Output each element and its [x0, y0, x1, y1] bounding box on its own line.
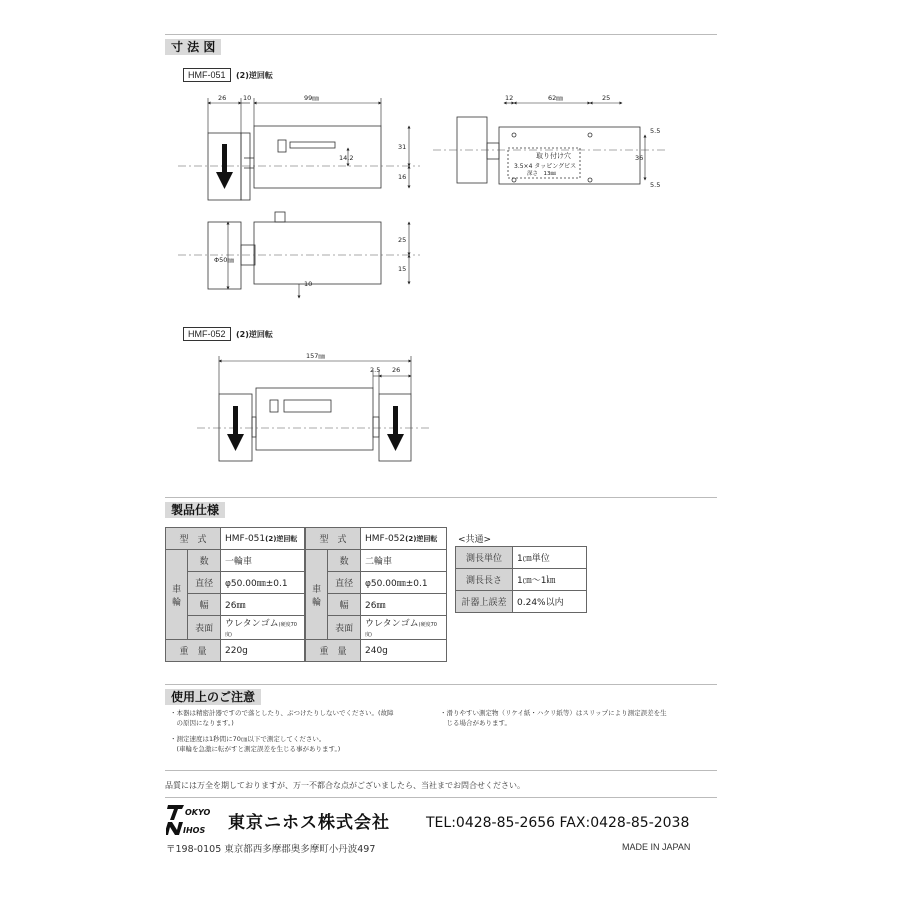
footer-rule	[165, 770, 717, 771]
drawing-hmf052	[0, 340, 900, 470]
row-label: 直径	[328, 572, 361, 594]
type-value: HMF-051(2)逆回転	[221, 528, 305, 550]
dim-label: 16	[398, 173, 407, 181]
caution-line: じる場合があります。	[440, 719, 511, 727]
section-spec-header	[165, 499, 225, 515]
row-label: 数	[328, 550, 361, 572]
row-label: 直径	[188, 572, 221, 594]
row-value: ウレタンゴム(硬度70度)	[361, 616, 447, 640]
dim-label: 15	[398, 265, 407, 273]
weight-value: 240g	[361, 640, 447, 662]
contact-tel-fax: TEL:0428-85-2656 FAX:0428-85-2038	[426, 815, 690, 831]
dim-label: 157㎜	[306, 352, 325, 360]
model-suffix: (2)逆回転	[236, 330, 273, 339]
caution-line: ・測定速度は1秒間に70㎝以下で測定してください。	[170, 735, 326, 743]
logo-text-bottom: IHOS	[183, 826, 206, 835]
row-label: 幅	[188, 594, 221, 616]
body-outline	[254, 126, 381, 188]
hole-title: 取り付け穴	[536, 152, 571, 160]
row-label: 表面	[328, 616, 361, 640]
dim-label: 5.5	[650, 127, 661, 135]
caution-notes-right	[440, 708, 667, 728]
type-label: 型 式	[306, 528, 361, 550]
company-logo	[166, 803, 222, 837]
row-value: 一輪車	[221, 550, 305, 572]
common-row-value: 0.24%以内	[513, 591, 587, 613]
row-value: 26㎜	[361, 594, 447, 616]
model-label-hmf051: HMF-051	[183, 68, 231, 82]
hole-depth: 深さ 13㎜	[527, 171, 556, 177]
section-caution-header	[165, 686, 261, 702]
dim-label: 14.2	[339, 154, 354, 162]
caution-line: ・滑りやすい測定物（リケイ紙・ハクリ紙等）はスリップにより測定誤差を生	[440, 709, 667, 717]
dim-label: 10	[243, 94, 252, 102]
company-address: 〒198-0105 東京都西多摩郡奥多摩町小丹波497	[166, 844, 376, 855]
row-value: 二輪車	[361, 550, 447, 572]
dim-label: 99㎜	[304, 94, 319, 102]
section-title: 使用上のご注意	[165, 689, 261, 705]
dim-label: 36	[635, 154, 644, 162]
row-label: 数	[188, 550, 221, 572]
hole-spec: 3.5×4 タッピングビス	[514, 163, 577, 170]
dim-label: 31	[398, 143, 407, 151]
model-suffix: (2)逆回転	[236, 71, 273, 80]
common-row-label: 測長長さ	[456, 569, 513, 591]
dim-label: 26	[218, 94, 227, 102]
dim-label: 62㎜	[548, 94, 563, 102]
common-row-value: 1㎝～1㎞	[513, 569, 587, 591]
dim-label: 2.5	[370, 366, 381, 374]
type-label: 型 式	[166, 528, 221, 550]
group-label: 車輪	[166, 550, 188, 640]
row-value: φ50.00㎜±0.1	[221, 572, 305, 594]
row-value: 26㎜	[221, 594, 305, 616]
footer-rule	[165, 797, 717, 798]
weight-label: 重 量	[306, 640, 361, 662]
model-label-hmf052: HMF-052	[183, 327, 231, 341]
dim-label: Φ50㎜	[214, 256, 234, 264]
spec-table-common	[455, 546, 587, 613]
dim-label: 5.5	[650, 181, 661, 189]
row-label: 幅	[328, 594, 361, 616]
row-label: 表面	[188, 616, 221, 640]
weight-label: 重 量	[166, 640, 221, 662]
quality-notice: 品質には万全を期しておりますが、万一不都合な点がございましたら、当社までお問合せください。	[165, 781, 525, 790]
type-value: HMF-052(2)逆回転	[361, 528, 447, 550]
dim-label: 26	[392, 366, 401, 374]
section-title: 寸 法 図	[165, 39, 221, 55]
caution-line: ・本器は精密計器ですので落としたり、ぶつけたりしないでください。(故障	[170, 709, 394, 717]
made-in-label: MADE IN JAPAN	[622, 842, 691, 852]
common-row-label: 測長単位	[456, 547, 513, 569]
common-row-label: 計器上誤差	[456, 591, 513, 613]
spec-table-hmf052	[305, 527, 447, 662]
caution-line: の原因になります。)	[170, 719, 234, 727]
caution-line: (車輪を急激に転がすと測定誤差を生じる事があります。)	[170, 745, 341, 753]
row-value: φ50.00㎜±0.1	[361, 572, 447, 594]
section-title: 製品仕様	[165, 502, 225, 518]
dim-label: 10	[304, 280, 313, 288]
dim-label: 25	[398, 236, 407, 244]
row-value: ウレタンゴム(硬度70度)	[221, 616, 305, 640]
common-label: <共通>	[458, 535, 492, 545]
group-label: 車輪	[306, 550, 328, 640]
section-rule	[165, 684, 717, 685]
section-rule	[165, 497, 717, 498]
caution-notes-left	[170, 708, 394, 754]
logo-text-top: OKYO	[185, 808, 211, 817]
spec-table-hmf051	[165, 527, 305, 662]
dim-label: 12	[505, 94, 514, 102]
company-name: 東京ニホス株式会社	[228, 813, 390, 833]
dim-label: 25	[602, 94, 611, 102]
common-row-value: 1㎝単位	[513, 547, 587, 569]
weight-value: 220g	[221, 640, 305, 662]
